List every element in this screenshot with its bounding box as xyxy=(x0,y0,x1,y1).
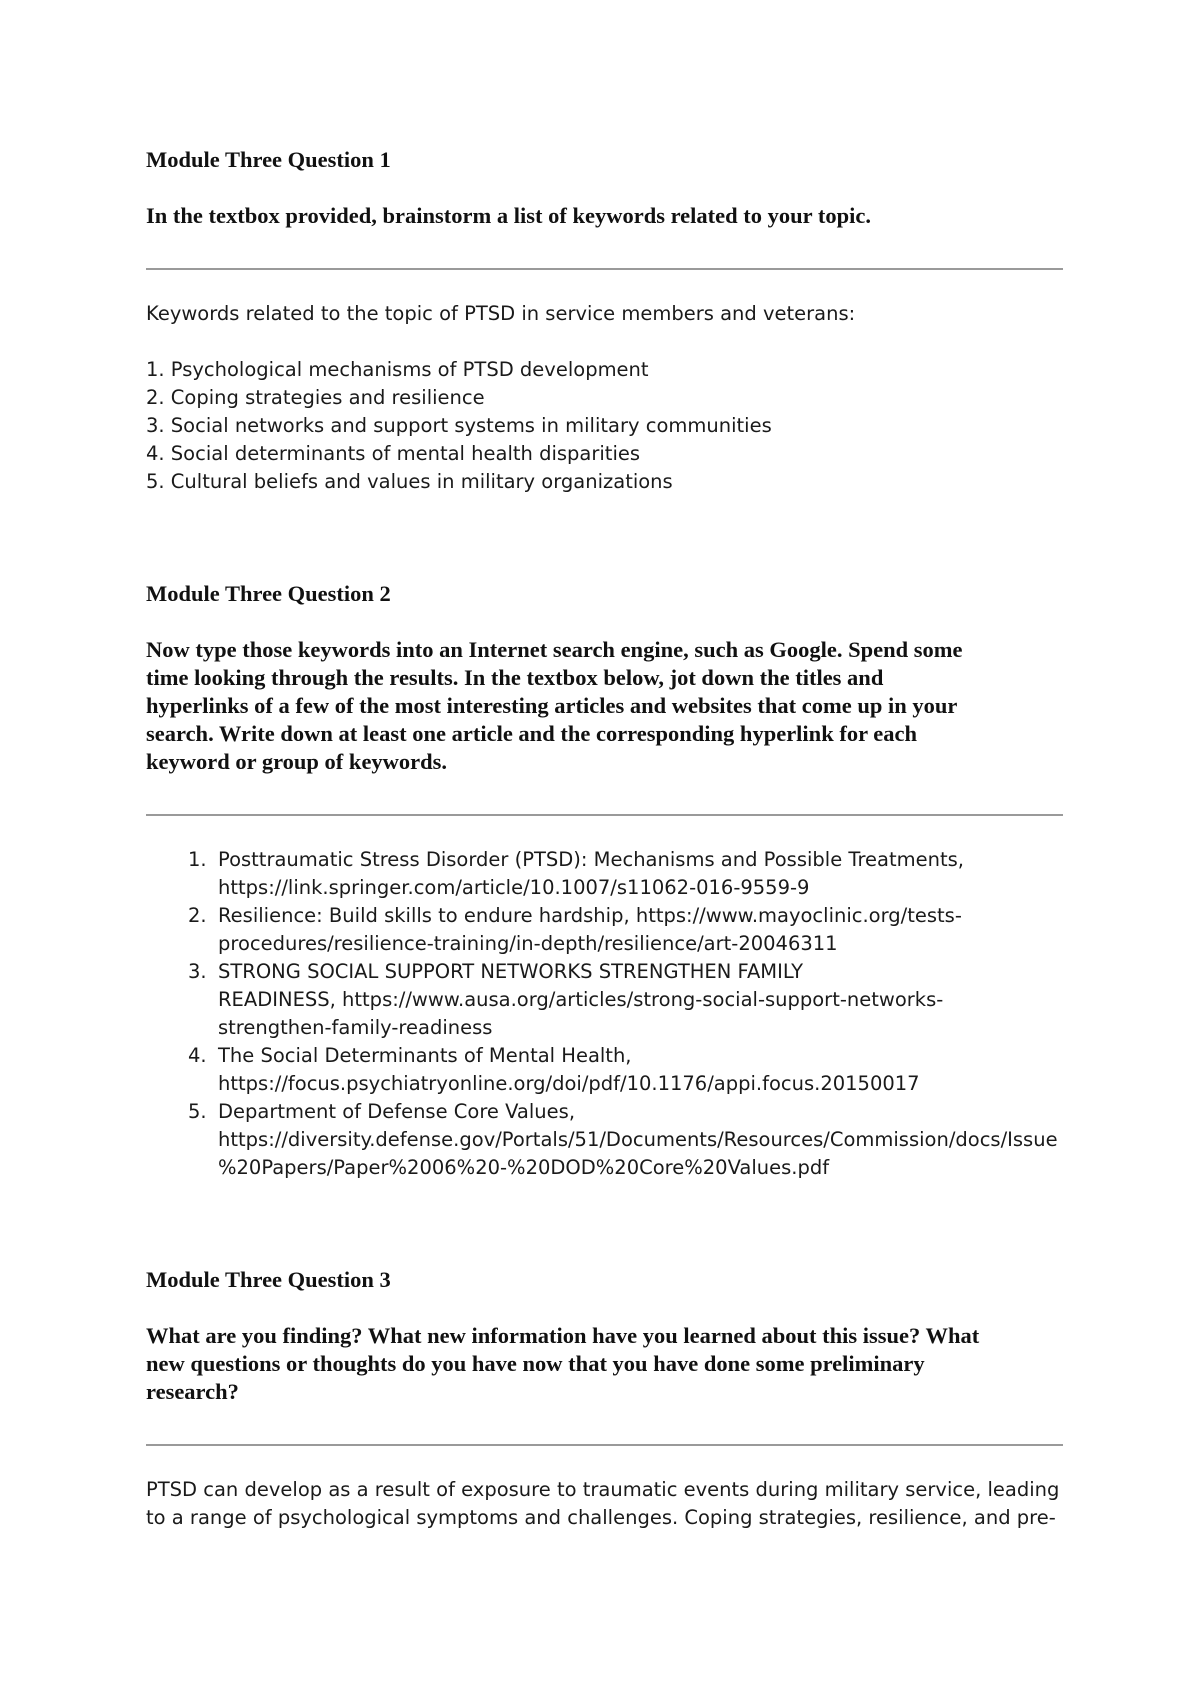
article-link[interactable]: https://diversity.defense.gov/Portals/51/Documents/Resources/Commission/docs/Issue xyxy=(218,1128,1058,1151)
list-number: 5. xyxy=(188,1100,207,1123)
article-line: Department of Defense Core Values, xyxy=(218,1100,576,1123)
article-link[interactable]: procedures/resilience-training/in-depth/resilience/art-20046311 xyxy=(218,932,838,955)
q1-heading: Module Three Question 1 xyxy=(146,147,391,172)
list-item xyxy=(188,846,1063,902)
prompt-line: research? xyxy=(146,1379,239,1404)
prompt-line: hyperlinks of a few of the most interesting articles and websites that come up in your xyxy=(146,693,958,718)
article-line: STRONG SOCIAL SUPPORT NETWORKS STRENGTHEN FAMILY xyxy=(218,960,804,983)
article-line: The Social Determinants of Mental Health, xyxy=(218,1044,632,1067)
list-number: 3. xyxy=(188,960,207,983)
list-item: 1. Psychological mechanisms of PTSD development xyxy=(146,358,649,381)
prompt-line: new questions or thoughts do you have now that you have done some preliminary xyxy=(146,1351,925,1376)
list-item xyxy=(188,902,1063,958)
list-item: 5. Cultural beliefs and values in military organizations xyxy=(146,470,673,493)
q2-article-list xyxy=(146,846,1063,1182)
list-number: 1. xyxy=(188,848,207,871)
answer-line: PTSD can develop as a result of exposure to traumatic events during military service, leading xyxy=(146,1478,1060,1501)
prompt-line: What are you finding? What new information have you learned about this issue? What xyxy=(146,1323,980,1348)
article-link[interactable]: https://link.springer.com/article/10.1007/s11062-016-9559-9 xyxy=(218,876,810,899)
answer-line: to a range of psychological symptoms and challenges. Coping strategies, resilience, and pre- xyxy=(146,1506,1056,1529)
q2-heading: Module Three Question 2 xyxy=(146,581,391,606)
list-item xyxy=(188,1098,1063,1182)
article-link[interactable]: READINESS, https://www.ausa.org/articles/strong-social-support-networks- xyxy=(218,988,944,1011)
list-item xyxy=(188,1042,1063,1098)
prompt-line: search. Write down at least one article and the corresponding hyperlink for each xyxy=(146,721,918,746)
prompt-line: Now type those keywords into an Internet search engine, such as Google. Spend some xyxy=(146,637,963,662)
list-number: 2. xyxy=(188,904,207,927)
article-link[interactable]: %20Papers/Paper%2006%20-%20DOD%20Core%20Values.pdf xyxy=(218,1156,830,1179)
article-link[interactable]: https://focus.psychiatryonline.org/doi/pdf/10.1176/appi.focus.20150017 xyxy=(218,1072,920,1095)
list-item xyxy=(188,958,1063,1042)
prompt-line: keyword or group of keywords. xyxy=(146,749,448,774)
list-number: 4. xyxy=(188,1044,207,1067)
prompt-line: time looking through the results. In the textbox below, jot down the titles and xyxy=(146,665,884,690)
q3-answer xyxy=(146,1476,1063,1532)
list-item: 4. Social determinants of mental health disparities xyxy=(146,442,641,465)
list-item: 2. Coping strategies and resilience xyxy=(146,386,485,409)
q1-keyword-list xyxy=(146,356,1063,496)
q1-intro: Keywords related to the topic of PTSD in service members and veterans: xyxy=(146,302,856,325)
q3-heading: Module Three Question 3 xyxy=(146,1267,391,1292)
q1-prompt: In the textbox provided, brainstorm a list of keywords related to your topic. xyxy=(146,203,871,228)
article-line: Posttraumatic Stress Disorder (PTSD): Mechanisms and Possible Treatments, xyxy=(218,848,964,871)
article-line[interactable]: Resilience: Build skills to endure hardship, https://www.mayoclinic.org/tests- xyxy=(218,904,962,927)
q3-prompt xyxy=(146,1322,1063,1406)
article-link[interactable]: strengthen-family-readiness xyxy=(218,1016,493,1039)
list-item: 3. Social networks and support systems in military communities xyxy=(146,414,772,437)
q2-prompt xyxy=(146,636,1063,776)
